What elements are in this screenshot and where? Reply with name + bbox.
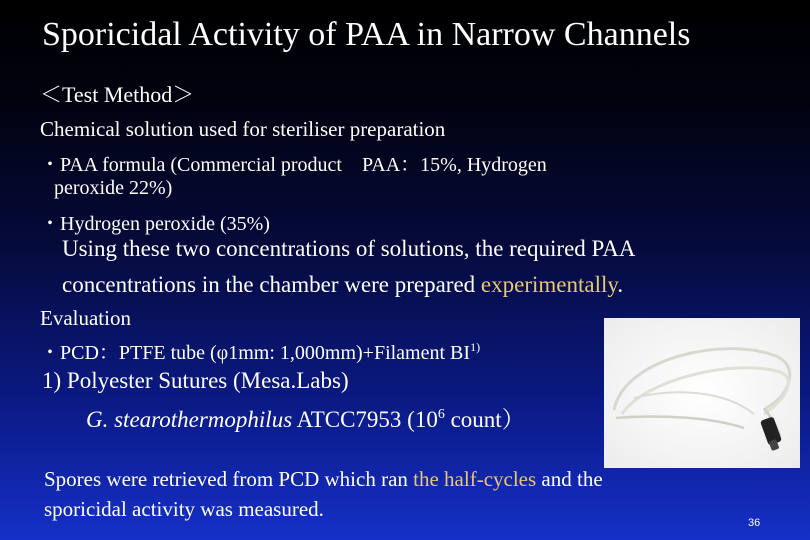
organism-name: G. stearothermophilus — [86, 407, 293, 432]
using-line1: Using these two concentrations of solutions, the required PAA — [62, 236, 636, 261]
spores-text: Spores were retrieved from PCD which ran — [44, 467, 414, 491]
pcd-text: ・PCD：PTFE tube (φ1mm: 1,000mm)+Filament BI — [40, 342, 471, 364]
section-heading: ＜Test Method＞ — [40, 82, 195, 107]
using-highlight: experimentally — [480, 272, 618, 297]
using-line2-text: concentrations in the chamber were prepared — [62, 272, 481, 297]
bullet-hydrogen-peroxide: ・Hydrogen peroxide (35%) — [40, 213, 270, 235]
tube-image-icon — [604, 318, 800, 468]
reference-line2 — [86, 401, 525, 434]
pcd-line — [40, 336, 480, 365]
page-number: 36 — [748, 517, 761, 529]
using-line2-end: . — [617, 272, 624, 297]
evaluation-heading: Evaluation — [40, 306, 131, 330]
bullet-paa-line1: ・PAA formula (Commercial product PAA：15%, Hydrogen — [40, 154, 547, 176]
spores-line2: sporicidal activity was measured. — [44, 497, 324, 521]
spores-text-end: and the — [536, 467, 603, 491]
spores-line1 — [44, 467, 603, 492]
count-exponent: 6 — [437, 407, 445, 422]
slide-title: Sporicidal Activity of PAA in Narrow Channels — [42, 16, 691, 53]
reference-line1: 1) Polyester Sutures (Mesa.Labs) — [42, 368, 349, 393]
pcd-footnote-mark: 1) — [470, 340, 481, 354]
chemical-heading: Chemical solution used for steriliser preparation — [40, 117, 446, 141]
strain-text: ATCC7953 (10 — [292, 407, 438, 432]
spores-highlight: the half-cycles — [413, 467, 537, 491]
using-line2 — [62, 272, 623, 298]
count-text: count） — [444, 407, 525, 432]
ptfe-tube-photo — [604, 318, 800, 468]
bullet-paa-line2: peroxide 22%) — [54, 177, 173, 199]
